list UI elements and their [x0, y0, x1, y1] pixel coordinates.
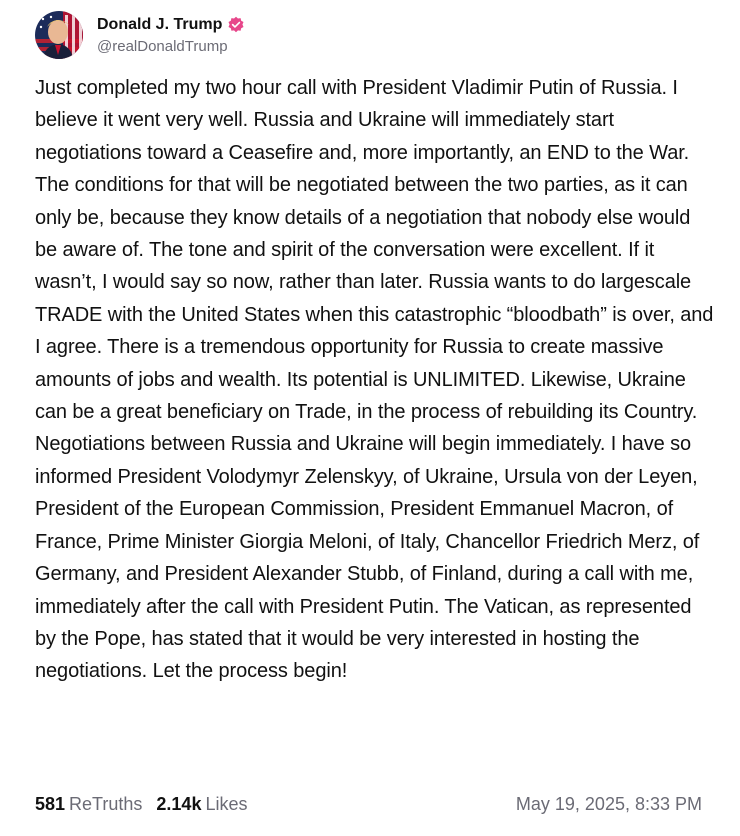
retruths-label: ReTruths [69, 794, 143, 814]
avatar[interactable] [35, 11, 83, 59]
verified-badge-icon [227, 16, 245, 34]
post-header [35, 0, 716, 70]
post-body-text: Just completed my two hour call with President Vladimir Putin of Russia. I believe it went very well. Russia and Ukraine will immediately start negotiations toward a Ceasefire and, more importantly, an END to the War. The conditions for that will be negotiated between the two parties, as it can only be, because they know details of a negotiation that nobody else would be aware of. The tone and spirit of the conversation were excellent. If it wasn’t, I would say so now, rather than later. Russia wants to do largescale TRADE with the United States when this catastrophic “bloodbath” is over, and I agree. There is a tremendous opportunity for Russia to create massive amounts of jobs and wealth. Its potential is UNLIMITED. Likewise, Ukraine can be a great beneficiary on Trade, in the process of rebuilding its Country. Negotiations between Russia and Ukraine will begin immediately. I have so informed President Volodymyr Zelenskyy, of Ukraine, Ursula von der Leyen, President of the European Commission, President Emmanuel Macron, of France, Prime Minister Giorgia Meloni, of Italy, Chancellor Friedrich Merz, of Germany, and President Alexander Stubb, of Finland, during a call with me, immediately after the call with President Putin. The Vatican, as represented by the Pope, has stated that it would be very interested in hosting the negotiations. Let the process begin! [35, 77, 714, 683]
author-display-name[interactable]: Donald J. Trump [97, 15, 223, 33]
author-handle[interactable]: @realDonaldTrump [97, 37, 228, 55]
post-timestamp[interactable]: May 19, 2025, 8:33 PM [515, 794, 702, 814]
likes-stat[interactable] [156, 794, 247, 815]
post-footer [35, 794, 702, 815]
retruths-count: 581 [35, 794, 66, 814]
retruths-stat[interactable] [35, 794, 142, 815]
author-name-row [97, 16, 245, 34]
author-info [97, 16, 245, 55]
avatar-portrait-icon [35, 11, 83, 59]
likes-count: 2.14k [156, 794, 202, 814]
likes-label: Likes [205, 794, 248, 814]
